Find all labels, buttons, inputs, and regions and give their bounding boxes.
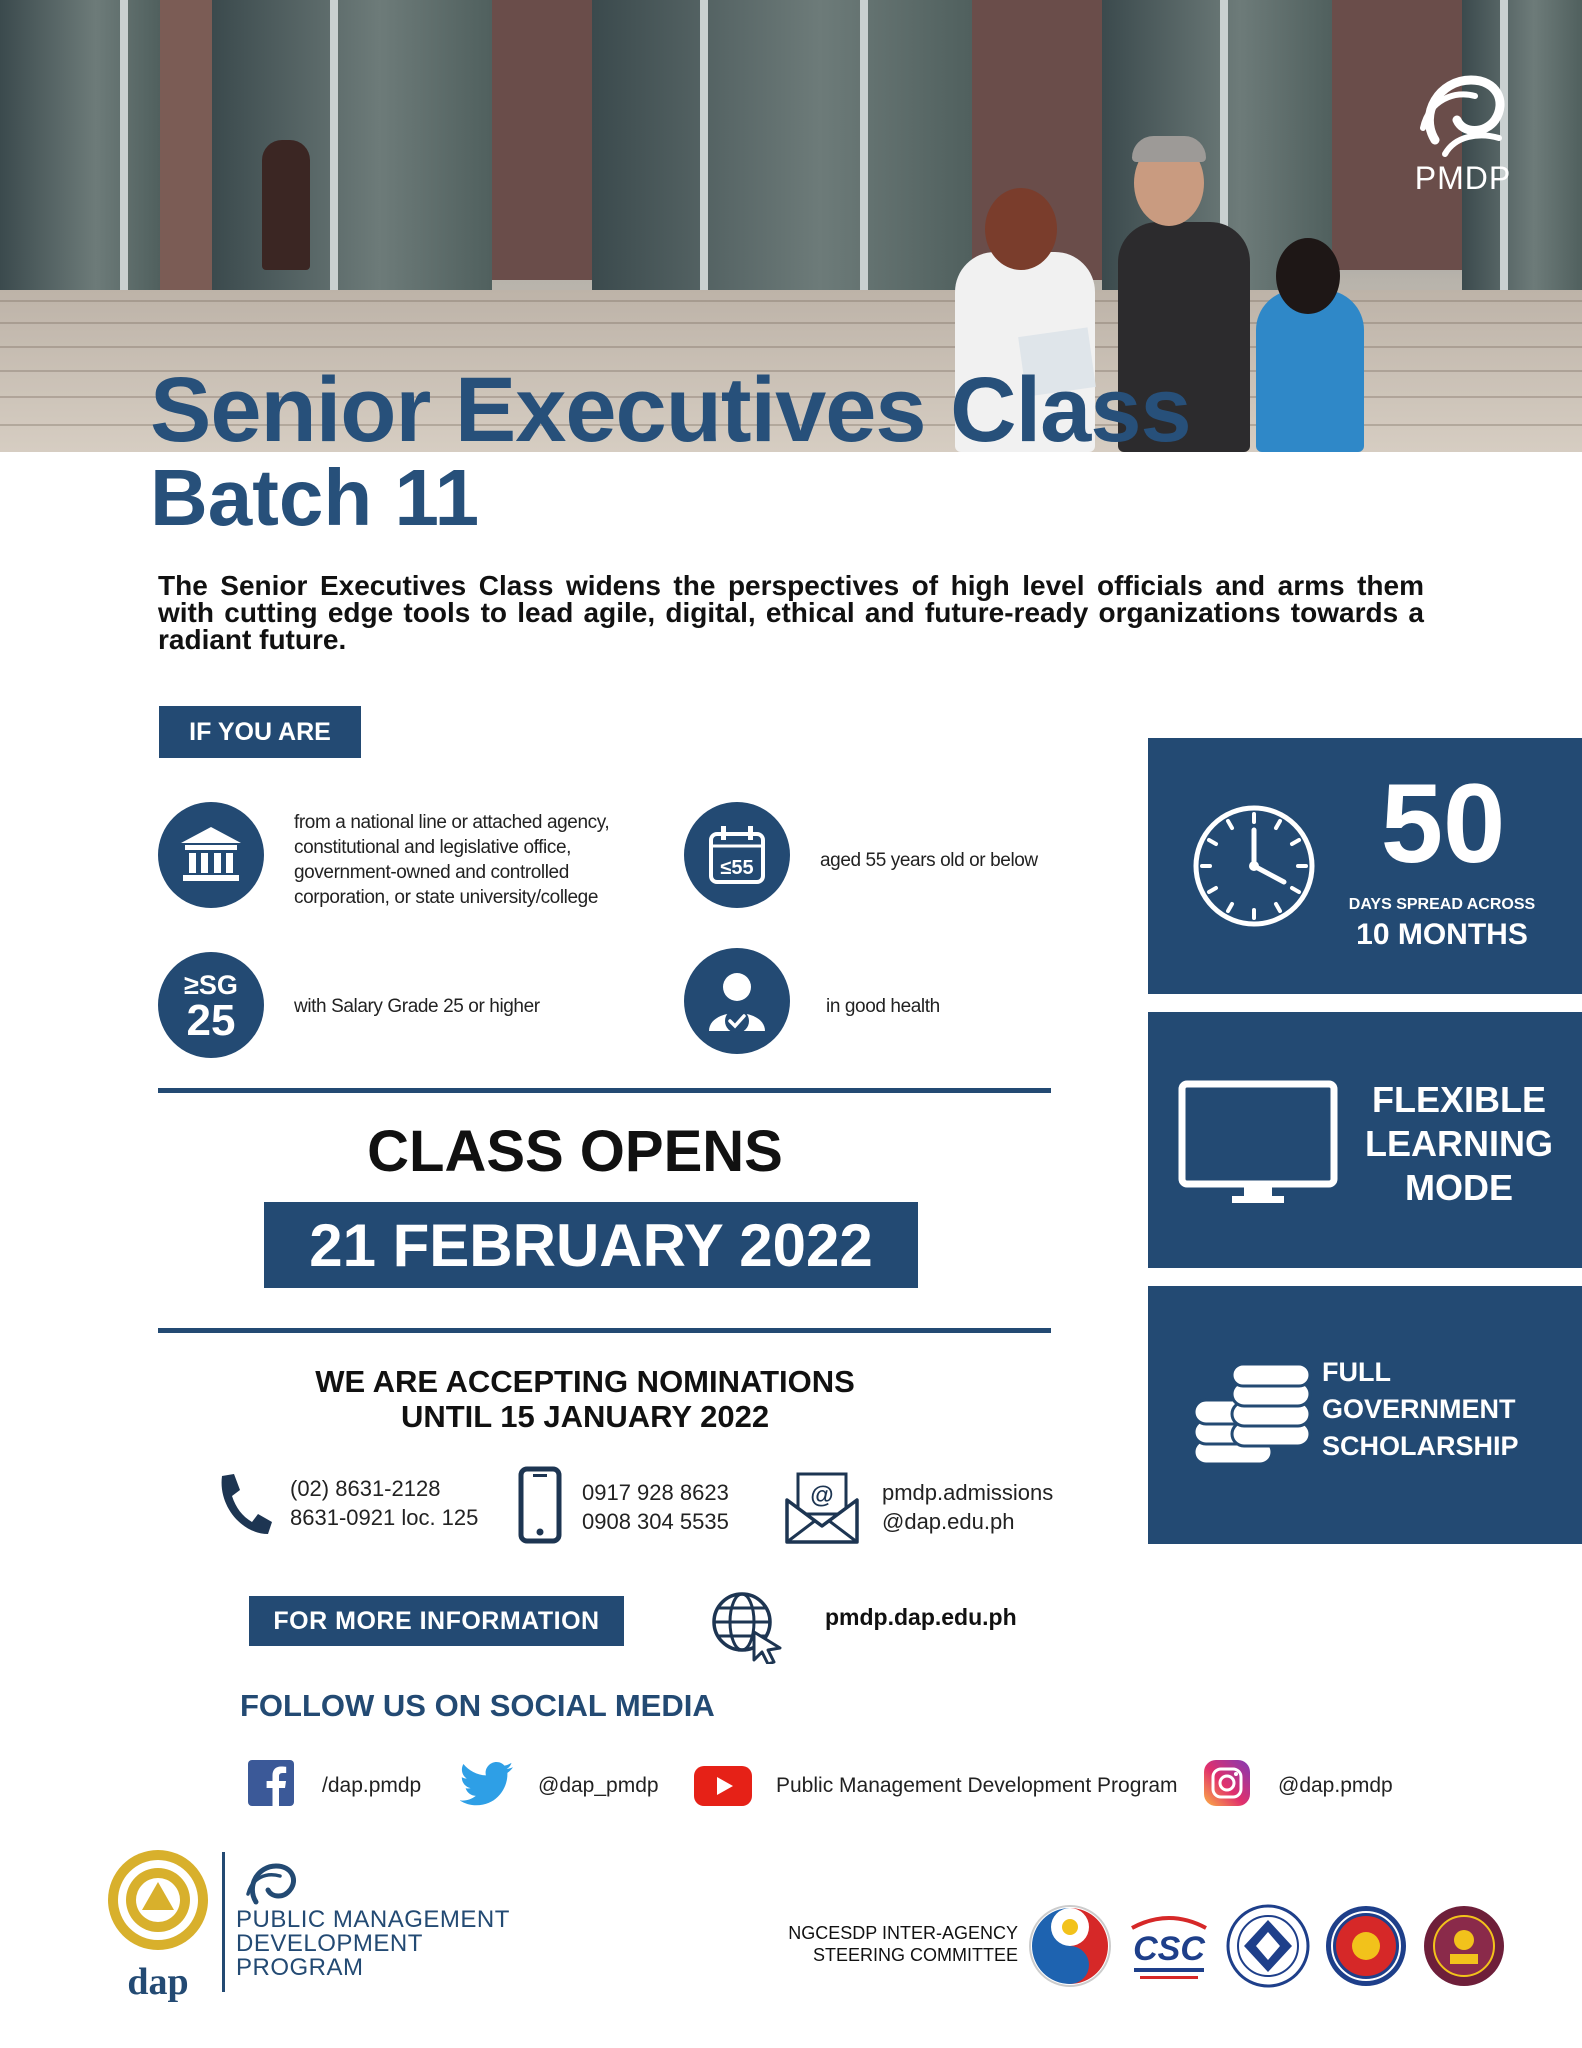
salary-grade-number: 25 (186, 995, 236, 1045)
website-link[interactable]: pmdp.dap.edu.ph (825, 1604, 1017, 1630)
coins-icon (1192, 1364, 1312, 1468)
scholarship-line-3: SCHOLARSHIP (1322, 1431, 1519, 1461)
duration-months: 10 MONTHS (1356, 918, 1528, 951)
more-info-text: FOR MORE INFORMATION (273, 1606, 600, 1635)
dap-logo-text: dap (127, 1961, 189, 2002)
nominations-line-1: WE ARE ACCEPTING NOMINATIONS (315, 1364, 855, 1399)
twitter-icon[interactable] (460, 1762, 514, 1806)
mobile-numbers (582, 1478, 729, 1536)
batch-title: Batch 11 (150, 453, 480, 542)
email-line-1: pmdp.admissions (882, 1480, 1054, 1505)
divider-bottom (158, 1328, 1051, 1333)
learning-mode-line-2: LEARNING (1365, 1123, 1553, 1164)
dof-seal (1422, 1904, 1506, 1988)
age-limit-text: ≤55 (720, 857, 754, 879)
youtube-channel[interactable]: Public Management Development Program (776, 1774, 1178, 1797)
landline-number-1: (02) 8631-2128 (290, 1476, 441, 1501)
program-name-line-3: PROGRAM (236, 1954, 364, 1981)
program-name-line-2: DEVELOPMENT (236, 1930, 423, 1957)
instagram-icon[interactable] (1204, 1760, 1250, 1806)
class-opens-date-box (264, 1202, 918, 1288)
youtube-icon[interactable] (694, 1766, 752, 1806)
email-icon (784, 1472, 860, 1544)
pmdp-logo (1408, 70, 1518, 210)
landline-numbers (290, 1474, 478, 1532)
email-line-2: @dap.edu.ph (882, 1509, 1015, 1534)
intro-paragraph: The Senior Executives Class widens the perspectives of high level officials and arms them with cutting edge tools to lead agile, digital, ethical and future-ready organizations towards a radiant future. (158, 570, 1424, 655)
pmdp-logo-text: PMDP (1414, 160, 1512, 196)
person-health-icon (684, 948, 790, 1054)
committee-label (740, 1922, 1018, 1966)
salary-grade-top: ≥SG (184, 969, 238, 1000)
partner-seal-1 (1028, 1904, 1112, 1988)
learning-mode-line-3: MODE (1405, 1167, 1513, 1208)
calendar-age-icon (684, 802, 790, 908)
dbm-seal (1324, 1904, 1408, 1988)
page-title: Senior Executives Class (150, 359, 1191, 461)
class-opens-label: CLASS OPENS (367, 1119, 783, 1184)
feature-panel-duration (1148, 738, 1582, 994)
svg-text:@: @ (810, 1482, 834, 1509)
committee-line-1: NGCESDP INTER-AGENCY (788, 1923, 1018, 1943)
nominations-line-2: UNTIL 15 JANUARY 2022 (400, 1399, 770, 1434)
mobile-number-2: 0908 304 5535 (582, 1509, 729, 1534)
phone-icon (212, 1470, 274, 1540)
globe-icon (710, 1590, 786, 1664)
pmdp-swirl-icon (1415, 70, 1511, 160)
scholarship-line-1: FULL (1322, 1357, 1391, 1387)
program-name-line-1: PUBLIC MANAGEMENT (236, 1906, 510, 1933)
duration-days-number: 50 (1380, 761, 1506, 886)
criterion-age-text: aged 55 years old or below (820, 850, 1038, 871)
program-name (236, 1908, 510, 1980)
monitor-icon (1178, 1080, 1338, 1210)
csc-seal (1124, 1904, 1214, 1990)
mobile-number-1: 0917 928 8623 (582, 1480, 729, 1505)
scholarship-line-2: GOVERNMENT (1322, 1394, 1516, 1424)
duration-days-caption: DAYS SPREAD ACROSS (1348, 896, 1536, 913)
criterion-agency-text: from a national line or attached agency, constitutional and legislative office, government-owned and controlled corporation, or state university/college (294, 812, 610, 908)
learning-mode-line-1: FLEXIBLE (1371, 1079, 1546, 1120)
clock-icon (1190, 802, 1318, 930)
email-address[interactable] (882, 1478, 1053, 1536)
feature-panel-scholarship (1148, 1286, 1582, 1544)
nominations-notice (160, 1364, 1010, 1434)
pmdp-small-swirl-icon (244, 1860, 300, 1910)
more-info-label (249, 1596, 624, 1646)
class-opens-date: 21 FEBRUARY 2022 (309, 1211, 873, 1279)
salary-grade-icon (158, 952, 264, 1058)
criterion-salary-text: with Salary Grade 25 or higher (294, 996, 540, 1017)
csc-seal-text: CSC (1133, 1930, 1205, 1968)
landline-number-2: 8631-0921 loc. 125 (290, 1505, 479, 1530)
if-you-are-label (159, 706, 361, 758)
scholarship-text (1322, 1354, 1572, 1465)
facebook-handle[interactable]: /dap.pmdp (322, 1774, 422, 1797)
twitter-handle[interactable]: @dap_pmdp (538, 1774, 659, 1797)
partner-seal-3 (1226, 1904, 1310, 1988)
instagram-handle[interactable]: @dap.pmdp (1278, 1774, 1393, 1797)
if-you-are-text: IF YOU ARE (189, 717, 331, 746)
committee-line-2: STEERING COMMITTEE (812, 1945, 1018, 1965)
dap-logo (104, 1846, 212, 2002)
criterion-health-text: in good health (826, 996, 940, 1017)
footer-divider (222, 1852, 225, 1992)
government-building-icon (158, 802, 264, 908)
learning-mode-text (1344, 1078, 1574, 1210)
divider-top (158, 1088, 1051, 1093)
facebook-icon[interactable] (248, 1760, 294, 1806)
feature-panel-learning-mode (1148, 1012, 1582, 1268)
social-heading: FOLLOW US ON SOCIAL MEDIA (240, 1688, 715, 1723)
mobile-phone-icon (518, 1466, 562, 1544)
